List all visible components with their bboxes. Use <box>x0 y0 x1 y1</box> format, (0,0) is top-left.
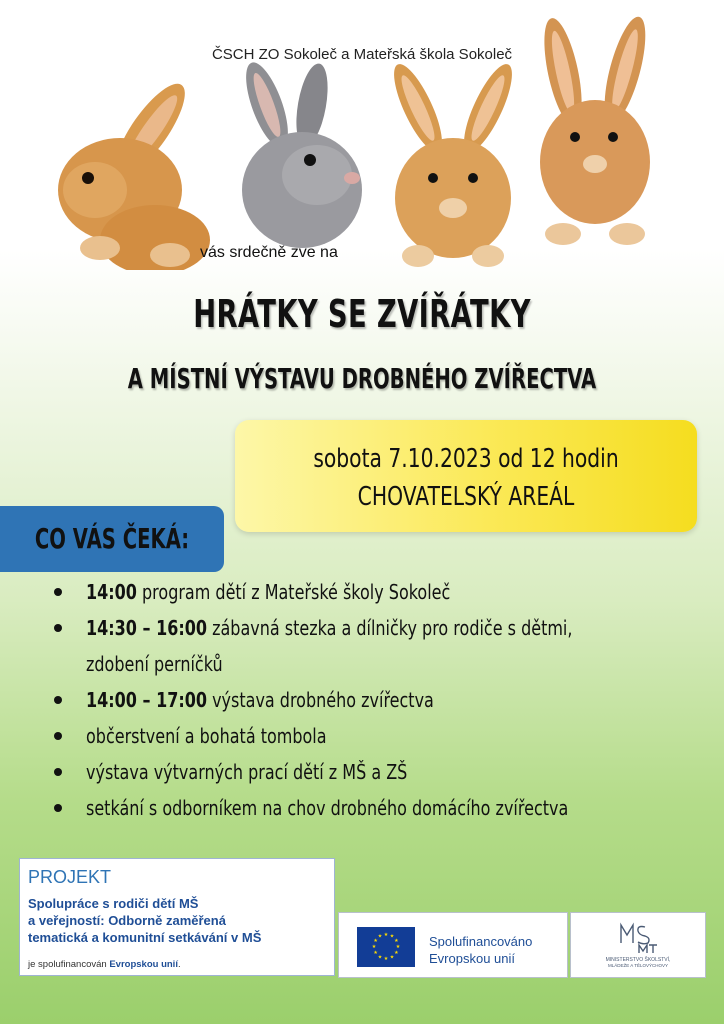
event-venue: CHOVATELSKÝ AREÁL <box>357 482 575 512</box>
list-item <box>48 574 708 610</box>
rabbit-photo-2 <box>222 60 382 250</box>
item-text: výstava výtvarných prací dětí z MŠ a ZŠ <box>86 760 408 784</box>
bullet-icon <box>54 624 62 632</box>
item-text: občerstvení a bohatá tombola <box>86 724 327 748</box>
funding-suffix: . <box>177 959 181 970</box>
funding-eu: Evropskou unií <box>109 959 178 970</box>
item-text: výstava drobného zvířectva <box>207 688 434 712</box>
item-time: 14:30 – 16:00 <box>86 616 207 640</box>
section-heading-box <box>0 506 224 572</box>
funding-prefix: je spolufinancován <box>28 959 110 970</box>
list-item <box>48 754 708 790</box>
eu-logo-line: Evropskou unií <box>429 951 515 966</box>
rabbit-photo-3 <box>378 58 528 273</box>
bullet-icon <box>54 804 62 812</box>
eu-flag-icon <box>357 927 415 967</box>
eu-logo-text <box>429 933 532 967</box>
funding-note <box>28 959 181 970</box>
svg-text:★: ★ <box>383 932 389 938</box>
organizer-line: ČSCH ZO Sokoleč a Mateřská škola Sokoleč <box>211 46 513 63</box>
svg-text:★: ★ <box>371 944 377 950</box>
eu-cofunding-logo <box>338 912 568 978</box>
item-time: 14:00 <box>86 580 137 604</box>
project-label: PROJEKT <box>28 867 112 887</box>
msmt-logo <box>570 912 706 978</box>
bullet-icon <box>54 732 62 740</box>
svg-text:★: ★ <box>373 950 378 956</box>
svg-text:★: ★ <box>394 950 399 956</box>
program-list <box>48 574 708 826</box>
svg-text:★: ★ <box>389 954 395 961</box>
project-title <box>28 895 328 946</box>
item-text: setkání s odborníkem na chov drobného domácího zvířectva <box>86 796 569 820</box>
svg-text:★: ★ <box>377 933 383 940</box>
list-item <box>48 682 708 718</box>
project-title-line: Spolupráce s rodiči dětí MŠ <box>28 896 199 911</box>
item-text: zábavná stezka a dílničky pro rodiče s dětmi, <box>207 616 573 640</box>
item-text: program dětí z Mateřské školy Sokoleč <box>136 580 451 604</box>
msmt-line-2: MLÁDEŽE A TĚLOVÝCHOVY <box>608 963 668 968</box>
project-title-line: a veřejností: Odborně zaměřená <box>28 913 226 928</box>
date-box <box>235 420 697 532</box>
list-item <box>48 718 708 754</box>
project-box <box>19 858 335 976</box>
rabbit-photo-1 <box>40 70 220 270</box>
project-title-line: tematická a komunitní setkávání v MŠ <box>28 930 262 945</box>
svg-text:★: ★ <box>377 954 383 961</box>
eu-logo-line: Spolufinancováno <box>429 934 533 949</box>
svg-text:★: ★ <box>383 956 389 962</box>
item-time: 14:00 – 17:00 <box>86 688 207 712</box>
svg-text:★: ★ <box>373 938 378 944</box>
item-text-continued: zdobení perníčků <box>86 652 223 676</box>
list-item <box>48 610 708 682</box>
svg-text:★: ★ <box>395 944 401 950</box>
list-item <box>48 790 708 826</box>
bullet-icon <box>54 696 62 704</box>
event-date: sobota 7.10.2023 od 12 hodin <box>313 444 619 474</box>
event-subtitle: A MÍSTNÍ VÝSTAVU DROBNÉHO ZVÍŘECTVA <box>127 362 597 395</box>
bullet-icon <box>54 588 62 596</box>
bullet-icon <box>54 768 62 776</box>
svg-text:★: ★ <box>389 933 395 940</box>
invite-text: vás srdečně zve na <box>200 244 338 261</box>
msmt-logo-icon <box>571 913 705 977</box>
section-heading: CO VÁS ČEKÁ: <box>34 522 190 555</box>
svg-text:★: ★ <box>394 938 399 944</box>
event-title: HRÁTKY SE ZVÍŘÁTKY <box>193 292 531 336</box>
msmt-line-1: MINISTERSTVO ŠKOLSTVÍ, <box>605 957 671 963</box>
